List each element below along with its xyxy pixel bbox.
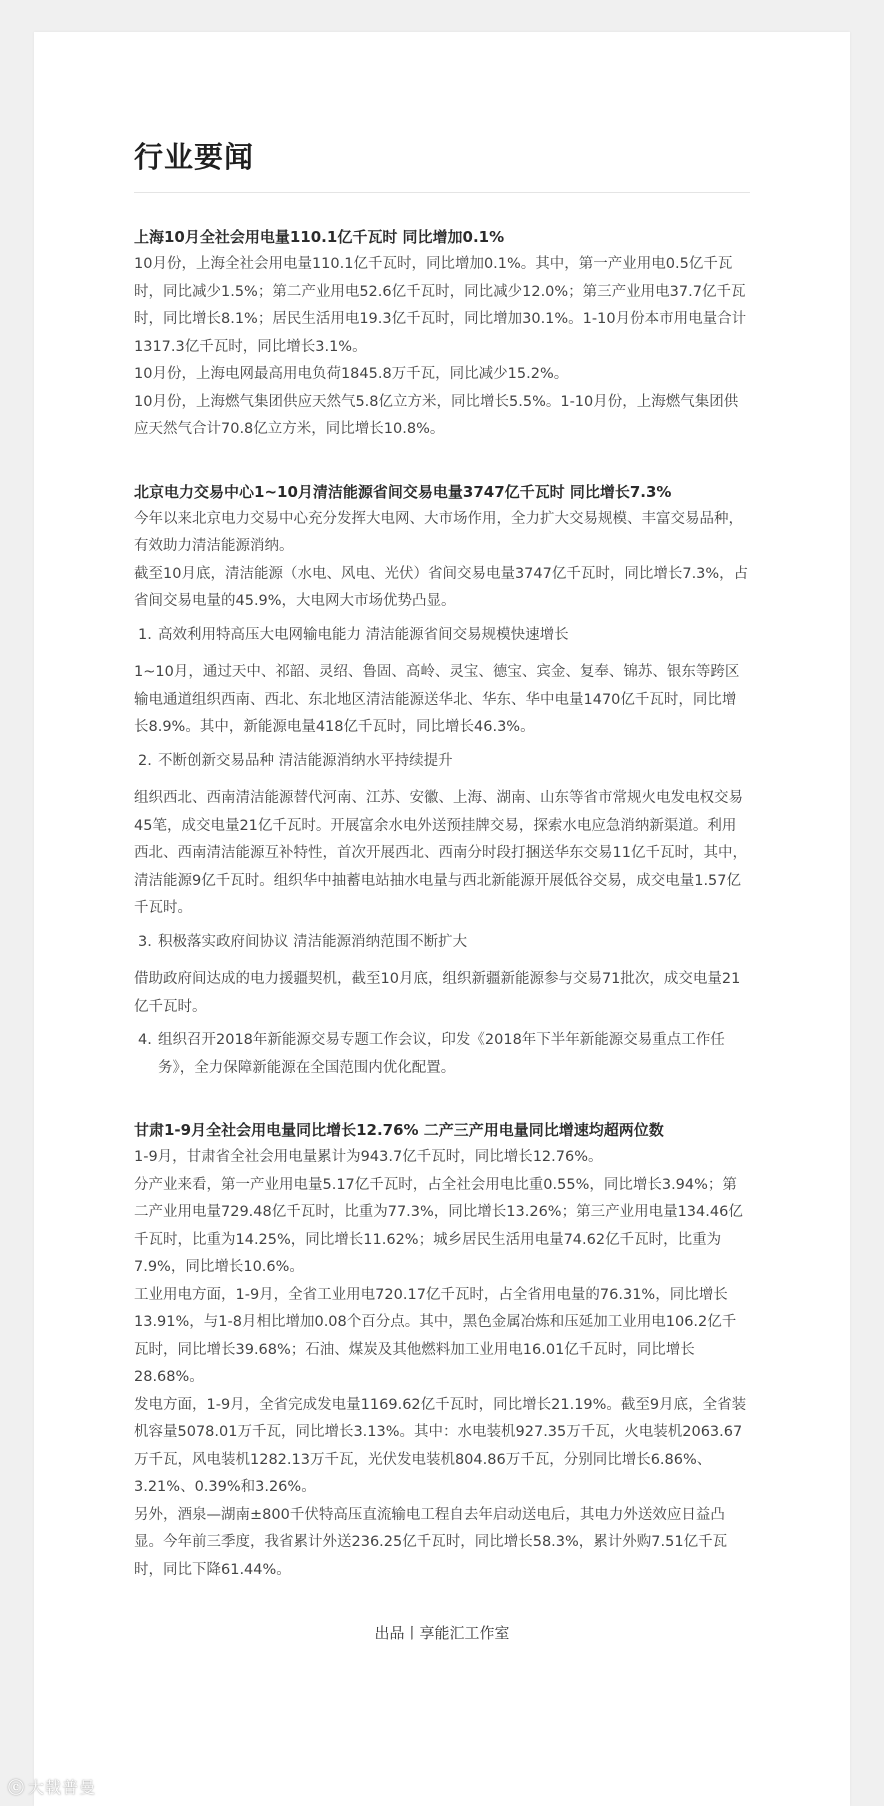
paragraph: 1-9月，甘肃省全社会用电量累计为943.7亿千瓦时，同比增长12.76%。	[134, 1149, 603, 1165]
watermark-text: 大戟普曼	[28, 1778, 97, 1797]
paragraph: 10月份，上海燃气集团供应天然气5.8亿立方米，同比增长5.5%。1-10月份，上海燃气集团供应天然气合计70.8亿立方米，同比增长10.8%。	[134, 393, 739, 437]
title-divider	[134, 192, 750, 193]
news-section-shanghai	[134, 223, 750, 444]
list-item	[134, 1027, 750, 1082]
news-section-beijing	[134, 478, 750, 1083]
footer-credit: 出品丨享能汇工作室	[374, 1624, 510, 1642]
list-item	[134, 748, 750, 776]
paragraph: 组织西北、西南清洁能源替代河南、江苏、安徽、上海、湖南、山东等省市常规火电发电权交易45笔，成交电量21亿千瓦时。开展富余水电外送预挂牌交易，探索水电应急消纳新渠道。利用西北、西南清洁能源互补特性，首次开展西北、西南分时段打捆送华东交易11亿千瓦时，其中，清洁能源9亿千瓦时。组织华中抽蓄电站抽水电量与西北新能源开展低谷交易，成交电量1.57亿千瓦时。	[134, 790, 747, 916]
list-number: 3.	[138, 933, 152, 950]
watermark	[8, 1775, 96, 1798]
paragraph: 10月份，上海电网最高用电负荷1845.8万千瓦，同比减少15.2%。	[134, 366, 569, 382]
paragraph: 截至10月底，清洁能源（水电、风电、光伏）省间交易电量3747亿千瓦时，同比增长7.3%，占省间交易电量的45.9%，大电网大市场优势凸显。	[134, 565, 749, 609]
list-number: 4.	[138, 1032, 152, 1048]
list-heading: 积极落实政府间协议 清洁能源消纳范围不断扩大	[158, 933, 468, 950]
article-page	[34, 32, 850, 1806]
article-content	[134, 130, 750, 1584]
paragraph: 今年以来北京电力交易中心充分发挥大电网、大市场作用，全力扩大交易规模、丰富交易品种，有效助力清洁能源消纳。	[134, 510, 743, 554]
list-item	[134, 929, 750, 957]
list-item	[134, 622, 750, 650]
paragraph: 10月份，上海全社会用电量110.1亿千瓦时，同比增加0.1%。其中，第一产业用电0.5亿千瓦时，同比减少1.5%；第二产业用电52.6亿千瓦时，同比减少12.0%；第三产业用电37.7亿千瓦时，同比增长8.1%；居民生活用电19.3亿千瓦时，同比增加30.1%。1-10月份本市用电量合计1317.3亿千瓦时，同比增长3.1%。	[134, 256, 747, 355]
paragraph: 借助政府间达成的电力援疆契机，截至10月底，组织新疆新能源参与交易71批次，成交电量21亿千瓦时。	[134, 971, 741, 1015]
paragraph: 工业用电方面，1-9月，全省工业用电720.17亿千瓦时，占全省用电量的76.31%，同比增长13.91%，与1-8月相比增加0.08个百分点。其中，黑色金属冶炼和压延加工业用电106.2亿千瓦时，同比增长39.68%；石油、煤炭及其他燃料加工业用电16.01亿千瓦时，同比增长28.68%。	[134, 1286, 737, 1385]
news-headline: 上海10月全社会用电量110.1亿千瓦时 同比增加0.1%	[134, 228, 505, 246]
news-section-gansu	[134, 1116, 750, 1584]
news-headline: 北京电力交易中心1~10月清洁能源省间交易电量3747亿千瓦时 同比增长7.3%	[134, 482, 672, 501]
list-number: 2.	[138, 752, 152, 769]
paragraph: 1~10月，通过天中、祁韶、灵绍、鲁固、高岭、灵宝、德宝、宾金、复奉、锦苏、银东等跨区输电通道组织西南、西北、东北地区清洁能源送华北、华东、华中电量1470亿千瓦时，同比增长8.9%。其中，新能源电量418亿千瓦时，同比增长46.3%。	[134, 664, 740, 735]
list-number: 1.	[138, 626, 152, 643]
watermark-logo-icon: ⓒ	[8, 1778, 26, 1797]
paragraph: 发电方面，1-9月，全省完成发电量1169.62亿千瓦时，同比增长21.19%。截至9月底，全省装机容量5078.01万千瓦，同比增长3.13%。其中：水电装机927.35万千瓦，火电装机2063.67万千瓦，风电装机1282.13万千瓦，光伏发电装机804.86万千瓦，分别同比增长6.86%、3.21%、0.39%和3.26%。	[134, 1396, 747, 1495]
news-headline: 甘肃1-9月全社会用电量同比增长12.76% 二产三产用电量同比增速均超两位数	[134, 1121, 664, 1139]
paragraph: 分产业来看，第一产业用电量5.17亿千瓦时，占全社会用电比重0.55%，同比增长3.94%；第二产业用电量729.48亿千瓦时，比重为77.3%，同比增长13.26%；第三产业用电量134.46亿千瓦时，比重为14.25%，同比增长11.62%；城乡居民生活用电量74.62亿千瓦时，比重为7.9%，同比增长10.6%。	[134, 1176, 743, 1275]
page-title: 行业要闻	[134, 140, 255, 174]
list-heading: 组织召开2018年新能源交易专题工作会议，印发《2018年下半年新能源交易重点工作任务》，全力保障新能源在全国范围内优化配置。	[158, 1032, 725, 1076]
paragraph: 另外，酒泉—湖南±800千伏特高压直流输电工程自去年启动送电后，其电力外送效应日益凸显。今年前三季度，我省累计外送236.25亿千瓦时，同比增长58.3%，累计外购7.51亿千瓦时，同比下降61.44%。	[134, 1506, 728, 1578]
list-heading: 高效利用特高压大电网输电能力 清洁能源省间交易规模快速增长	[158, 626, 569, 643]
list-heading: 不断创新交易品种 清洁能源消纳水平持续提升	[158, 752, 453, 769]
